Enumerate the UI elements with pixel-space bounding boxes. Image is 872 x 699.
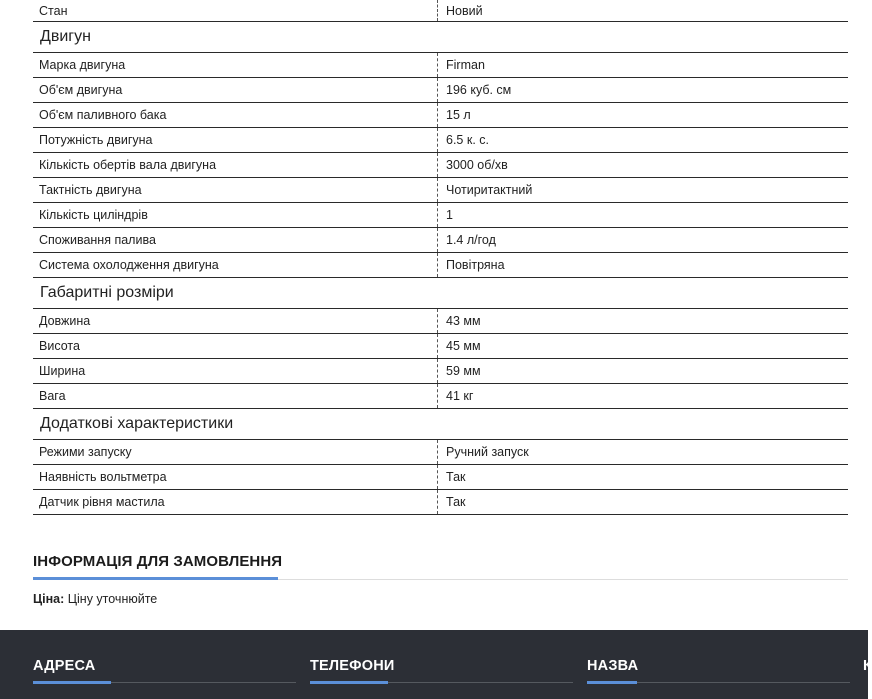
- spec-key: Тактність двигуна: [33, 178, 438, 202]
- spec-row: [33, 178, 848, 203]
- spec-row: [33, 334, 848, 359]
- spec-key: Кількість обертів вала двигуна: [33, 153, 438, 177]
- footer-col-phones: [310, 658, 573, 683]
- spec-row: [33, 128, 848, 153]
- specs-table: [33, 0, 848, 515]
- footer-col-title: К: [863, 658, 872, 674]
- footer-col-accent: [310, 681, 388, 684]
- footer: [0, 630, 872, 699]
- spec-group-title: Габаритні розміри: [33, 278, 848, 309]
- spec-row: [33, 203, 848, 228]
- spec-key: Датчик рівня мастила: [33, 490, 438, 514]
- spec-groups: [33, 22, 848, 515]
- footer-col-address: [33, 658, 296, 683]
- order-info-title: ІНФОРМАЦІЯ ДЛЯ ЗАМОВЛЕННЯ: [33, 553, 283, 570]
- spec-value: 43 мм: [446, 314, 481, 328]
- spec-value: 3000 об/хв: [446, 158, 508, 172]
- spec-key: Кількість циліндрів: [33, 203, 438, 227]
- spec-row: [33, 253, 848, 278]
- price-value: Ціну уточнюйте: [67, 592, 158, 606]
- spec-value: Повітряна: [446, 258, 505, 272]
- spec-value: Так: [446, 470, 466, 484]
- footer-col-divider: [33, 682, 296, 683]
- spec-key: Споживання палива: [33, 228, 438, 252]
- spec-key: Висота: [33, 334, 438, 358]
- spec-row-state: [33, 0, 848, 22]
- spec-key: Режими запуску: [33, 440, 438, 464]
- spec-value: Ручний запуск: [446, 445, 529, 459]
- spec-key: Вага: [33, 384, 438, 408]
- spec-value: 1.4 л/год: [446, 233, 496, 247]
- spec-row: [33, 384, 848, 409]
- spec-value: 6.5 к. с.: [446, 133, 489, 147]
- spec-value: Так: [446, 495, 466, 509]
- spec-key: Стан: [33, 0, 438, 21]
- spec-key: Ширина: [33, 359, 438, 383]
- footer-col-title: ТЕЛЕФОНИ: [310, 658, 395, 674]
- spec-value: 45 мм: [446, 339, 481, 353]
- spec-value: 15 л: [446, 108, 471, 122]
- price-line: [33, 592, 848, 606]
- spec-key: Система охолодження двигуна: [33, 253, 438, 277]
- spec-row: [33, 228, 848, 253]
- spec-key: Марка двигуна: [33, 53, 438, 77]
- spec-key: Довжина: [33, 309, 438, 333]
- footer-col-accent: [33, 681, 111, 684]
- spec-row: [33, 153, 848, 178]
- footer-col-accent: [587, 681, 637, 684]
- spec-key: Об'єм паливного бака: [33, 103, 438, 127]
- order-info-accent: [33, 577, 278, 580]
- spec-value: 196 куб. см: [446, 83, 512, 97]
- spec-value: Firman: [446, 58, 485, 72]
- order-info-section: [33, 545, 848, 606]
- footer-col-contacts: [863, 658, 872, 676]
- spec-key: Наявність вольтметра: [33, 465, 438, 489]
- spec-value: Новий: [446, 3, 483, 18]
- spec-value: 59 мм: [446, 364, 481, 378]
- footer-col-title: НАЗВА: [587, 658, 639, 674]
- spec-row: [33, 440, 848, 465]
- spec-row: [33, 490, 848, 515]
- spec-value: Чотиритактний: [446, 183, 533, 197]
- spec-value: 41 кг: [446, 389, 474, 403]
- spec-row: [33, 359, 848, 384]
- spec-key: Потужність двигуна: [33, 128, 438, 152]
- spec-row: [33, 103, 848, 128]
- spec-row: [33, 465, 848, 490]
- spec-row: [33, 309, 848, 334]
- spec-row: [33, 53, 848, 78]
- price-label: Ціна:: [33, 592, 65, 606]
- spec-group-title: Двигун: [33, 22, 848, 53]
- spec-key: Об'єм двигуна: [33, 78, 438, 102]
- footer-col-title: АДРЕСА: [33, 658, 96, 674]
- spec-group-title: Додаткові характеристики: [33, 409, 848, 440]
- order-info-divider: [33, 578, 848, 580]
- footer-col-name: [587, 658, 850, 683]
- spec-value: 1: [446, 208, 453, 222]
- footer-col-divider: [310, 682, 573, 683]
- spec-row: [33, 78, 848, 103]
- footer-col-divider: [587, 682, 850, 683]
